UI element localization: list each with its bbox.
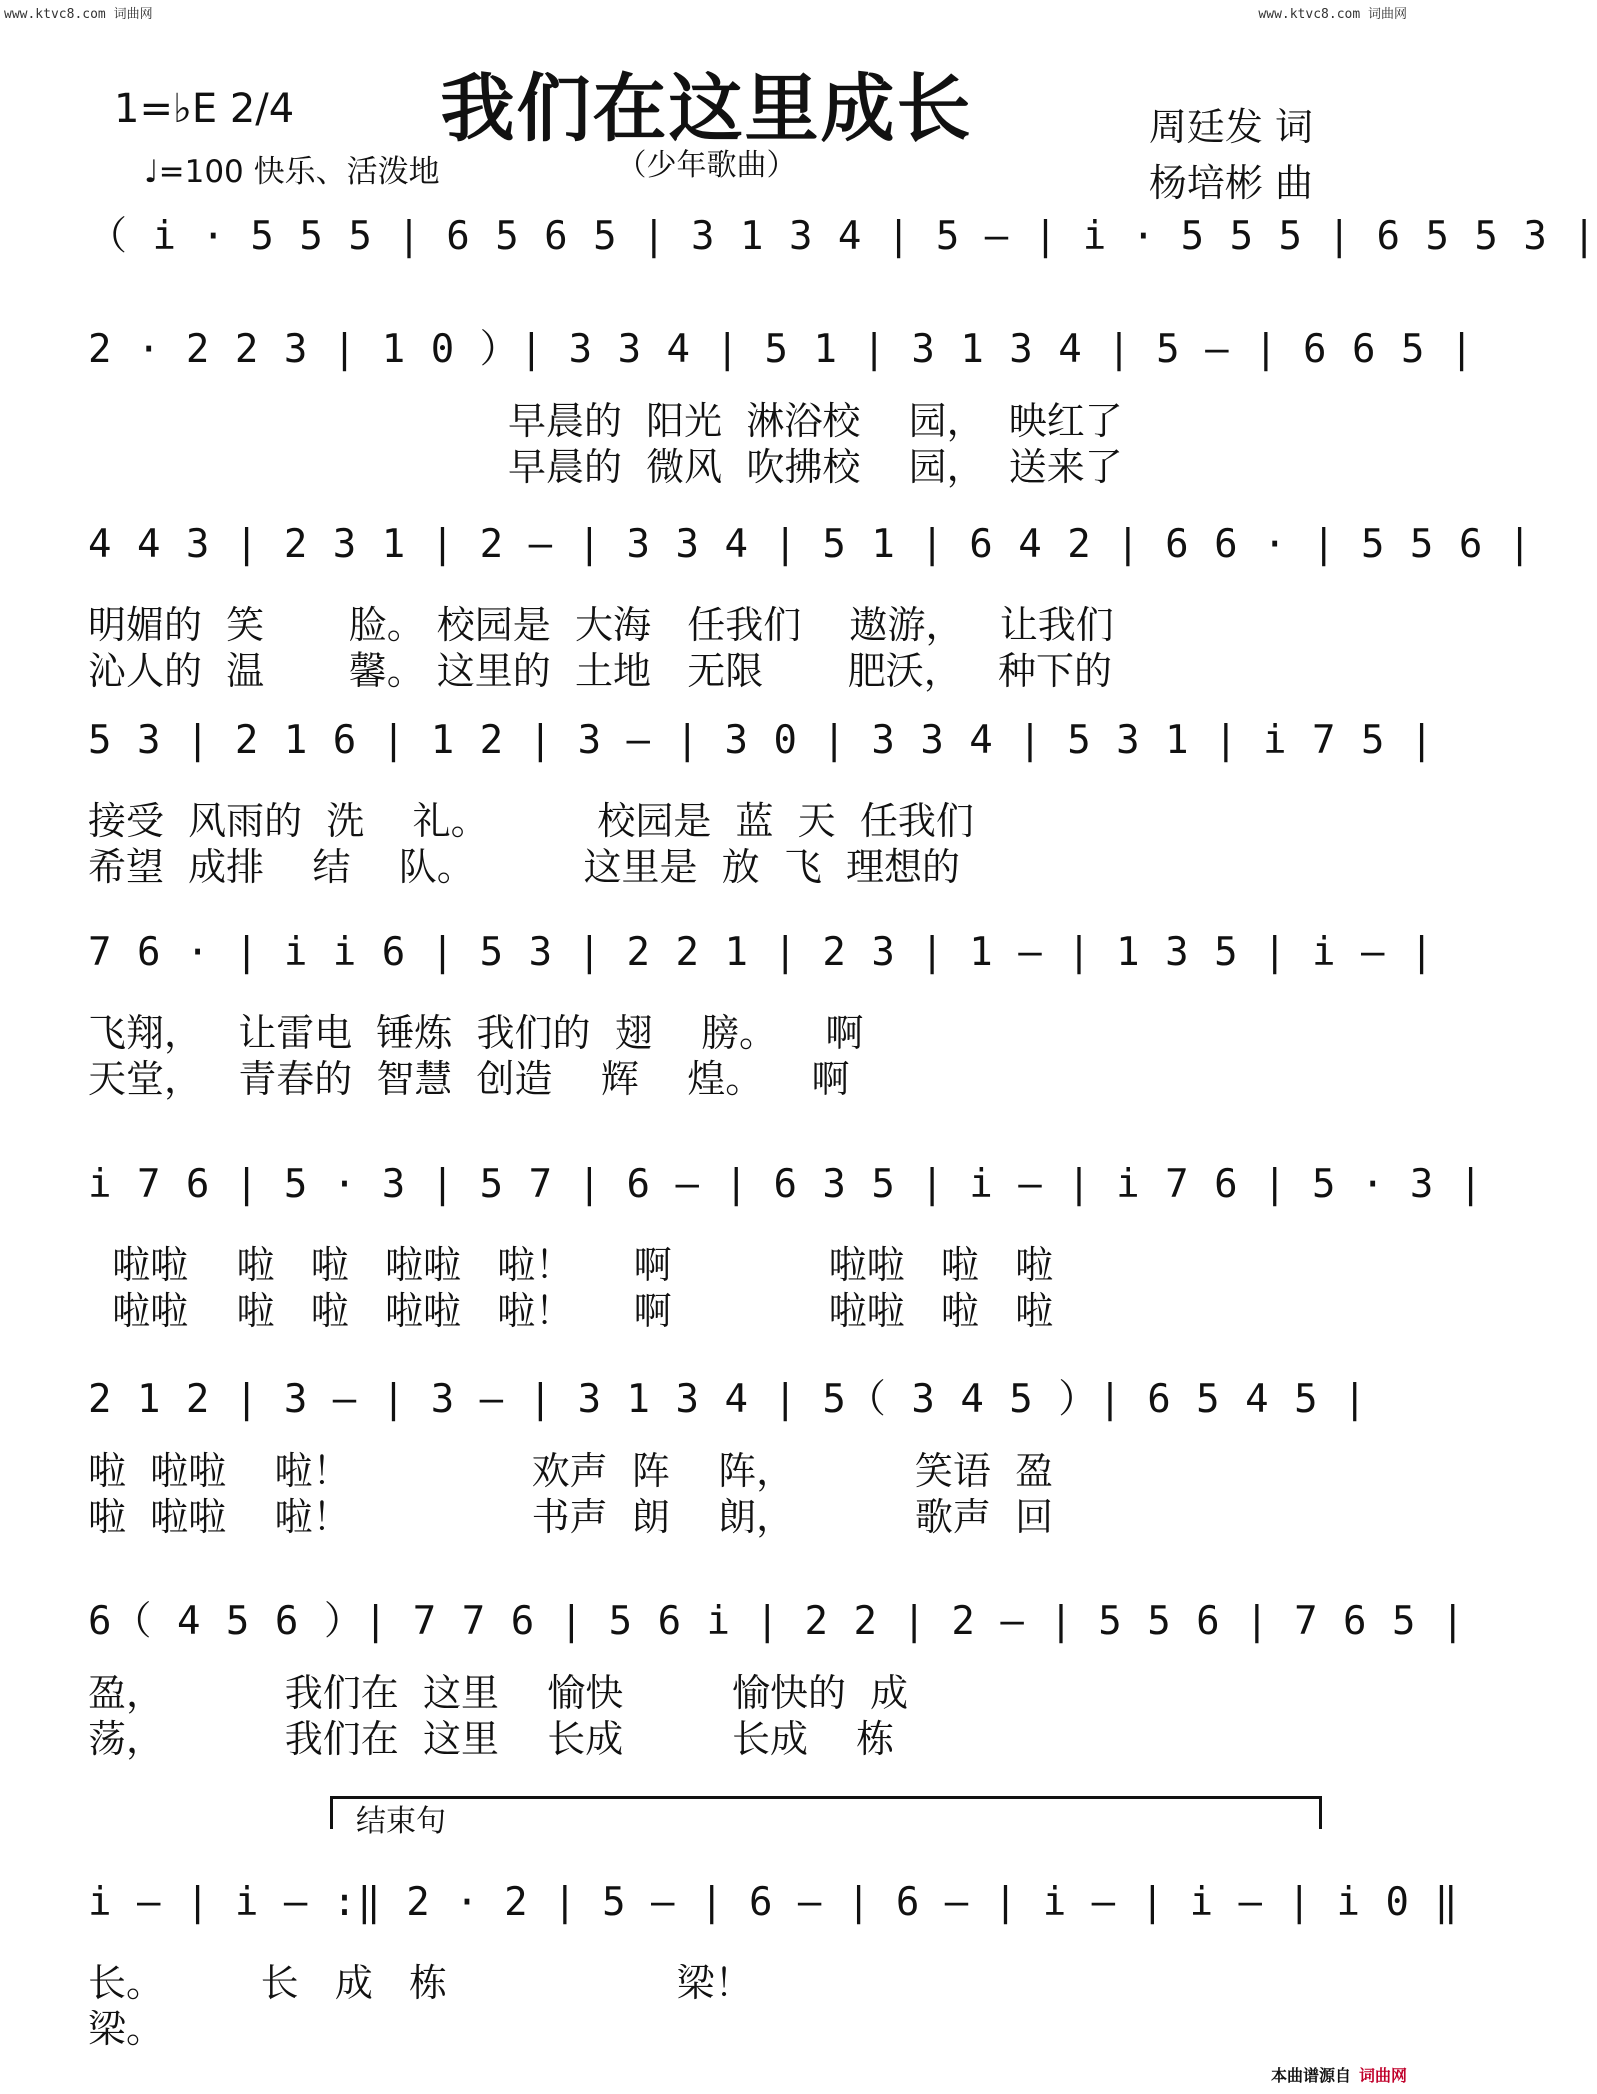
notation-line: （ i · 5 5 5 | 6 5 6 5 | 3 1 3 4 | 5 – | i · 5 5 5 | 6 5 5 3 | <box>88 214 1597 259</box>
lyric-verse-2: 早晨的 微风 吹拂校 园， 送来了 <box>508 445 1123 489</box>
song-title: 我们在这里成长 <box>440 66 973 152</box>
notation-line: 4 4 3 | 2 3 1 | 2 – | 3 3 4 | 5 1 | 6 4 2 | 6 6 · | 5 5 6 | <box>88 522 1533 567</box>
footer-source-text: 本曲谱源自 <box>1270 2066 1351 2085</box>
watermark-left: www.ktvc8.com 词曲网 <box>4 7 153 22</box>
lyric-verse-1: 飞翔， 让雷电 锤炼 我们的 翅 膀。 啊 <box>88 1011 864 1055</box>
notation-line: 5 3 | 2 1 6 | 1 2 | 3 – | 3 0 | 3 3 4 | 5 3 1 | i 7 5 | <box>88 718 1435 763</box>
lyric-verse-1: 长。 长 成 栋 梁！ <box>88 1961 753 2005</box>
notation-line: 2 1 2 | 3 – | 3 – | 3 1 3 4 | 5（ 3 4 5 ）| 6 5 4 5 | <box>88 1377 1368 1422</box>
tempo-marking: ♩=100 快乐、活泼地 <box>144 154 440 190</box>
footer-source <box>1271 2063 1407 2086</box>
key-signature: 1=♭E 2/4 <box>114 86 295 132</box>
lyric-verse-1: 明媚的 笑 脸。 校园是 大海 任我们 遨游， 让我们 <box>88 603 1114 647</box>
ending-bracket <box>330 1796 1322 1829</box>
lyric-verse-2: 天堂， 青春的 智慧 创造 辉 煌。 啊 <box>88 1057 850 1101</box>
lyric-verse-2: 啦啦 啦 啦 啦啦 啦！ 啊 啦啦 啦 啦 <box>88 1289 1054 1333</box>
lyric-verse-1: 接受 风雨的 洗 礼。 校园是 蓝 天 任我们 <box>88 799 974 843</box>
lyricist-credit: 周廷发 词 <box>1148 105 1313 149</box>
lyric-verse-1: 啦 啦啦 啦！ 欢声 阵 阵， 笑语 盈 <box>88 1449 1054 1493</box>
notation-line: 2 · 2 2 3 | 1 0 ）| 3 3 4 | 5 1 | 3 1 3 4 | 5 – | 6 6 5 | <box>88 327 1475 372</box>
lyric-verse-2: 梁。 <box>88 2007 165 2051</box>
notation-line: i 7 6 | 5 · 3 | 5 7 | 6 – | 6 3 5 | i – | i 7 6 | 5 · 3 | <box>88 1162 1484 1207</box>
lyric-verse-1: 早晨的 阳光 淋浴校 园， 映红了 <box>508 399 1123 443</box>
ending-label: 结束句 <box>356 1804 446 1839</box>
lyric-verse-2: 沁人的 温 馨。 这里的 土地 无限 肥沃， 种下的 <box>88 649 1112 693</box>
lyric-verse-1: 盈， 我们在 这里 愉快 愉快的 成 <box>88 1671 909 1715</box>
lyric-verse-2: 希望 成排 结 队。 这里是 放 飞 理想的 <box>88 845 960 889</box>
watermark-right: www.ktvc8.com 词曲网 <box>1258 7 1407 22</box>
footer-site-link[interactable]: 词曲网 <box>1358 2066 1407 2085</box>
song-subtitle: （少年歌曲） <box>616 148 797 183</box>
notation-line: 7 6 · | i i 6 | 5 3 | 2 2 1 | 2 3 | 1 – | 1 3 5 | i – | <box>88 930 1435 975</box>
lyric-verse-2: 荡， 我们在 这里 长成 长成 栋 <box>88 1717 895 1761</box>
notation-line: i – | i – :‖ 2 · 2 | 5 – | 6 – | 6 – | i – | i – | i 0 ‖ <box>88 1880 1459 1925</box>
lyric-verse-1: 啦啦 啦 啦 啦啦 啦！ 啊 啦啦 啦 啦 <box>88 1243 1054 1287</box>
composer-credit: 杨培彬 曲 <box>1148 161 1313 205</box>
lyric-verse-2: 啦 啦啦 啦！ 书声 朗 朗， 歌声 回 <box>88 1495 1054 1539</box>
notation-line: 6（ 4 5 6 ）| 7 7 6 | 5 6 i | 2 2 | 2 – | 5 5 6 | 7 6 5 | <box>88 1599 1466 1644</box>
